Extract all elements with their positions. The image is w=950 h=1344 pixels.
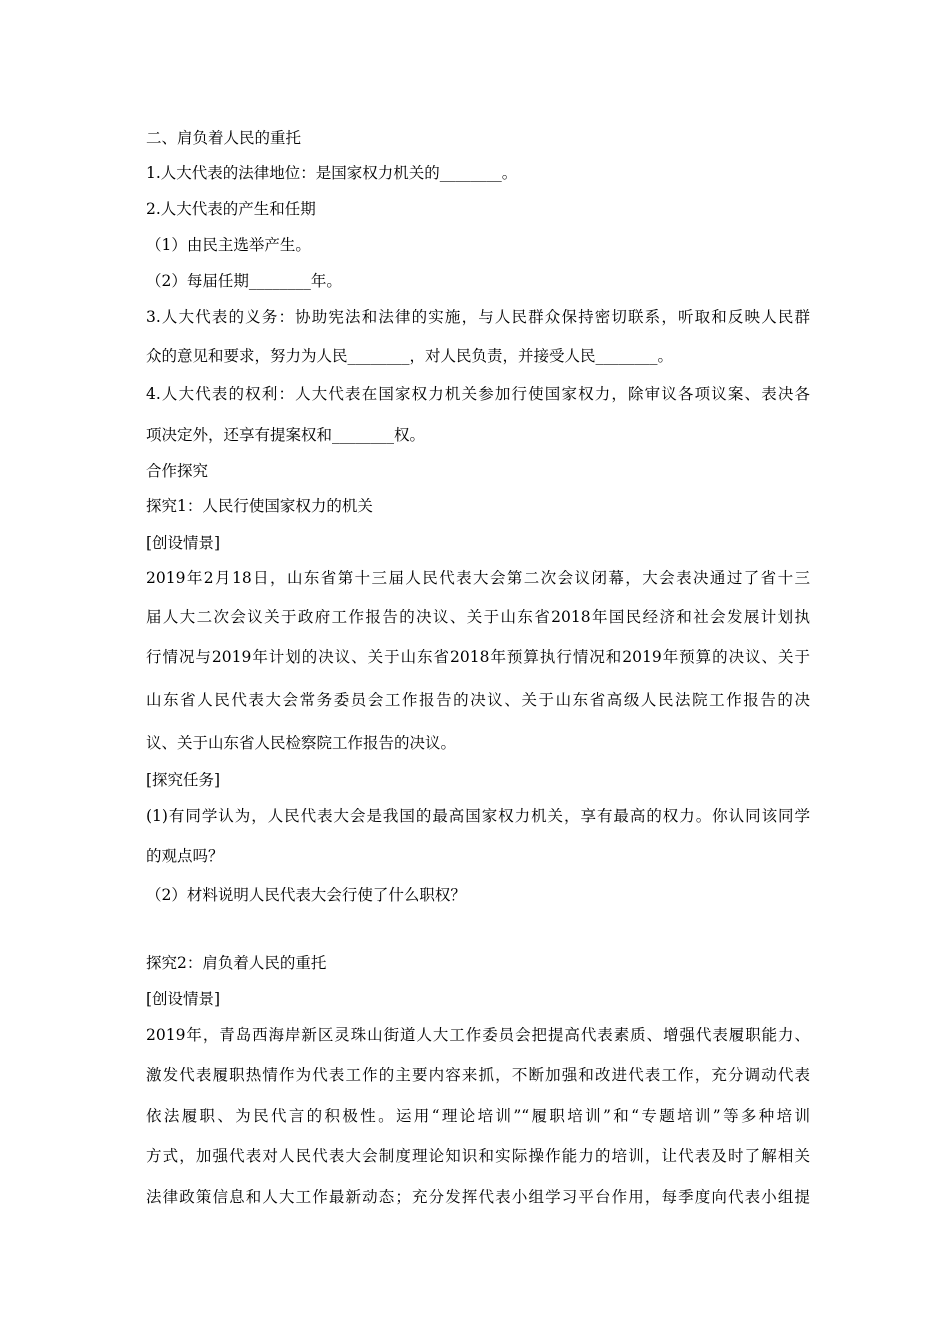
explore1-scene-label: [创设情景]: [146, 534, 221, 552]
explore1-title: 探究1：人民行使国家权力的机关: [146, 497, 373, 515]
explore2-scene-line: 2019年，青岛西海岸新区灵珠山街道人大工作委员会把提高代表素质、增强代表履职能力、: [146, 1026, 810, 1044]
cooperate-heading: 合作探究: [146, 462, 209, 480]
explore2-scene-line: 方式，加强代表对人民代表大会制度理论知识和实际操作能力的培训，让代表及时了解相关: [146, 1147, 810, 1165]
explore2-scene-line: 法律政策信息和人大工作最新动态；充分发挥代表小组学习平台作用，每季度向代表小组提: [146, 1188, 810, 1206]
item-legal-status: 1.人大代表的法律地位：是国家权力机关的________。: [146, 164, 518, 182]
explore2-scene-line: 激发代表履职热情作为代表工作的主要内容来抓，不断加强和改进代表工作，充分调动代表: [146, 1066, 810, 1084]
section-heading: 二、肩负着人民的重托: [146, 129, 302, 147]
explore2-scene-line: 依法履职、为民代言的积极性。运用“理论培训”“履职培训”和“专题培训”等多种培训: [146, 1107, 810, 1125]
explore1-scene-line: 届人大二次会议关于政府工作报告的决议、关于山东省2018年国民经济和社会发展计划执: [146, 608, 810, 626]
explore1-task-label: [探究任务]: [146, 771, 221, 789]
explore1-question1-line1: (1)有同学认为，人民代表大会是我国的最高国家权力机关，享有最高的权力。你认同该同学: [146, 807, 810, 825]
item-term-length: （2）每届任期________年。: [146, 272, 342, 290]
explore1-question1-line2: 的观点吗？: [146, 847, 224, 865]
explore1-scene-line: 2019年2月18日，山东省第十三届人民代表大会第二次会议闭幕，大会表决通过了省十三: [146, 569, 810, 587]
explore2-scene-label: [创设情景]: [146, 990, 221, 1008]
explore1-question2: （2）材料说明人民代表大会行使了什么职权？: [146, 886, 466, 904]
item-term-heading: 2.人大代表的产生和任期: [146, 200, 316, 218]
explore2-title: 探究2：肩负着人民的重托: [146, 954, 327, 972]
item-duties-line1: 3.人大代表的义务：协助宪法和法律的实施，与人民群众保持密切联系，听取和反映人民群: [146, 308, 810, 326]
item-rights-line2: 项决定外，还享有提案权和________权。: [146, 426, 426, 444]
explore1-scene-line: 山东省人民代表大会常务委员会工作报告的决议、关于山东省高级人民法院工作报告的决: [146, 691, 810, 709]
explore1-scene-line: 议、关于山东省人民检察院工作报告的决议。: [146, 734, 457, 752]
explore1-scene-line: 行情况与2019年计划的决议、关于山东省2018年预算执行情况和2019年预算的决议、关于: [146, 648, 810, 666]
item-duties-line2: 众的意见和要求，努力为人民________，对人民负责，并接受人民________。: [146, 347, 674, 365]
item-rights-line1: 4.人大代表的权利：人大代表在国家权力机关参加行使国家权力，除审议各项议案、表决各: [146, 385, 810, 403]
item-election: （1）由民主选举产生。: [146, 236, 311, 254]
